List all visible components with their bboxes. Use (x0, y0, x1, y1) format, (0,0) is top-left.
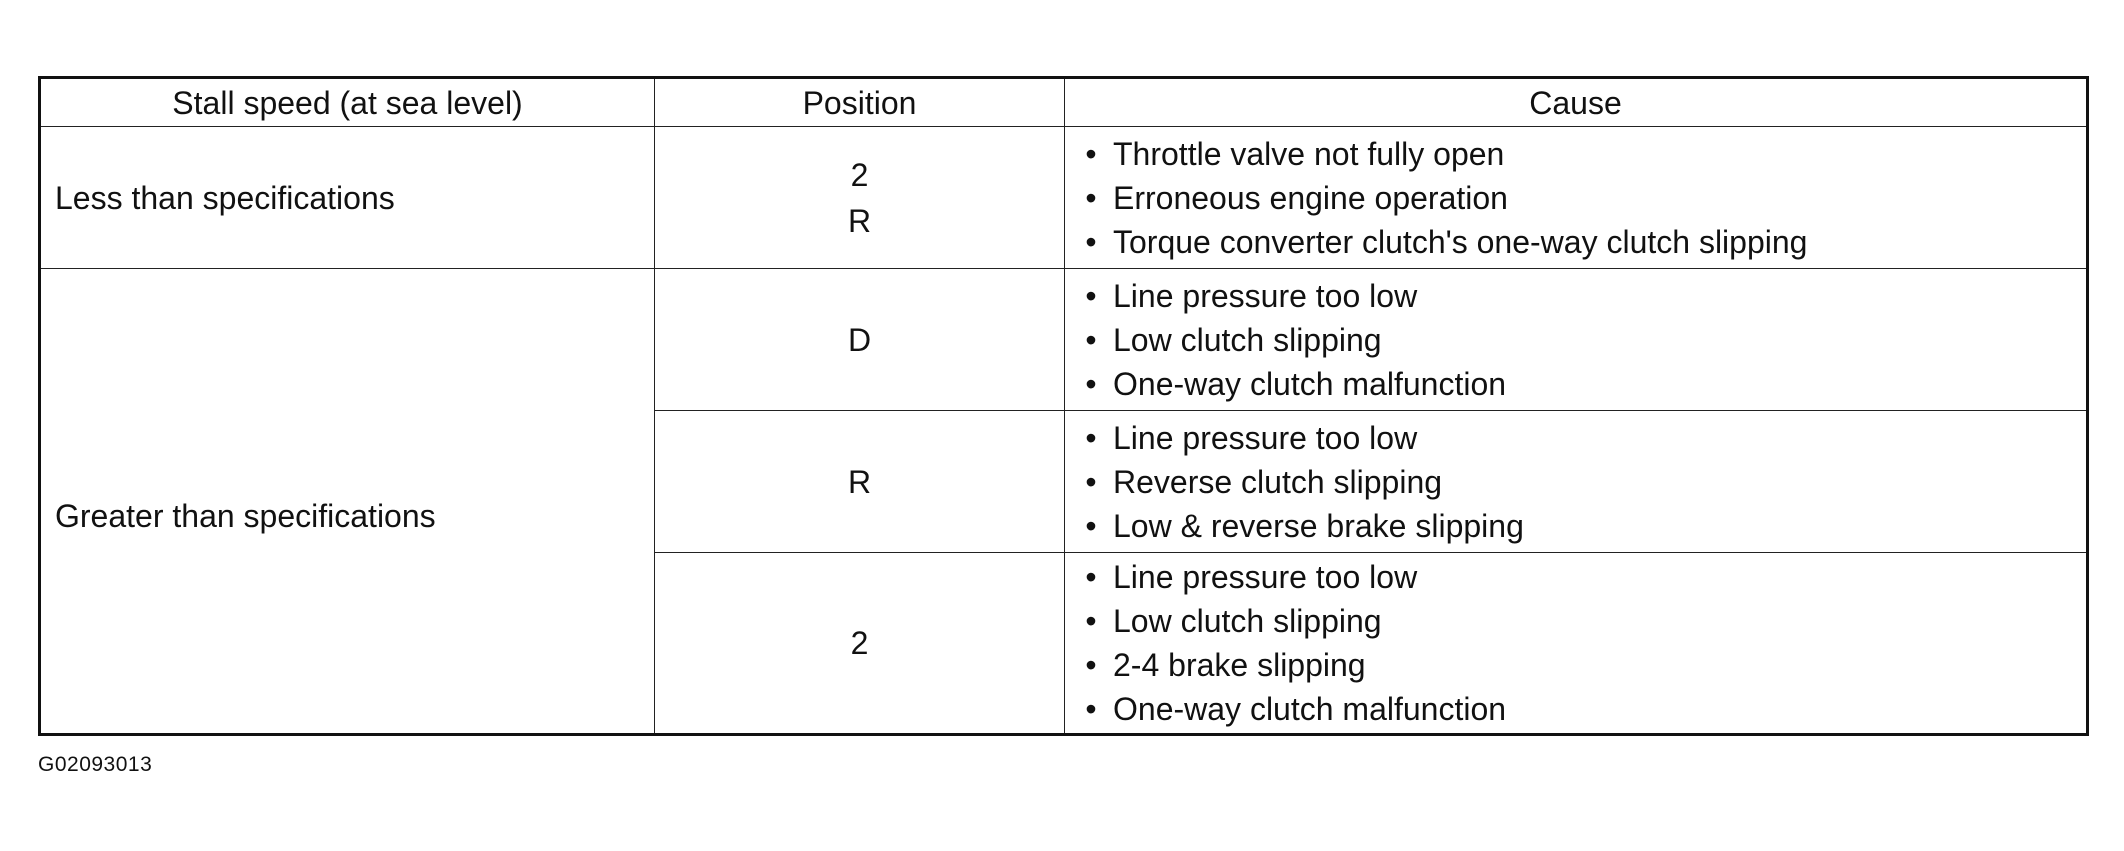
cause-text: Line pressure too low (1113, 419, 1418, 456)
cause-item (1065, 176, 2086, 220)
cause-item (1065, 132, 2086, 176)
table-row (40, 269, 2088, 411)
position-value: D (847, 321, 872, 358)
cause-item (1065, 220, 2086, 264)
position-value: 2 (850, 156, 869, 193)
cause-item (1065, 687, 2086, 731)
table-body (40, 127, 2088, 735)
cause-text: 2-4 brake slipping (1113, 647, 1366, 683)
cause-list (1065, 416, 2086, 548)
cause-text: Line pressure too low (1113, 277, 1418, 314)
cause-item (1065, 416, 2086, 460)
cause-cell (1065, 269, 2088, 411)
bullet-icon: • (1085, 559, 1097, 595)
cause-item (1065, 643, 2086, 687)
bullet-icon: • (1085, 419, 1097, 456)
position-value: R (847, 463, 872, 500)
cause-item (1065, 318, 2086, 362)
cause-item (1065, 362, 2086, 406)
table-row (40, 127, 2088, 269)
cause-text: Low clutch slipping (1113, 321, 1382, 358)
cause-list (1065, 132, 2086, 264)
bullet-icon: • (1085, 179, 1097, 216)
bullet-icon: • (1085, 321, 1097, 358)
cause-cell (1065, 127, 2088, 269)
header-stall-speed: Stall speed (at sea level) (40, 78, 655, 127)
bullet-icon: • (1085, 691, 1097, 727)
cause-text: Throttle valve not fully open (1113, 135, 1505, 172)
cause-text: Line pressure too low (1113, 559, 1418, 595)
position-cell (655, 411, 1065, 553)
condition-cell-greater: Greater than specifications (40, 269, 655, 735)
cause-text: Low & reverse brake slipping (1113, 507, 1524, 544)
header-cause: Cause (1065, 78, 2088, 127)
bullet-icon: • (1085, 603, 1097, 639)
cause-cell (1065, 553, 2088, 735)
bullet-icon: • (1085, 463, 1097, 500)
cause-cell (1065, 411, 2088, 553)
position-cell (655, 127, 1065, 269)
cause-item (1065, 274, 2086, 318)
bullet-icon: • (1085, 135, 1097, 172)
table-header (40, 78, 2088, 127)
header-position: Position (655, 78, 1065, 127)
cause-text: Reverse clutch slipping (1113, 463, 1443, 500)
position-cell (655, 553, 1065, 735)
bullet-icon: • (1085, 365, 1097, 402)
bullet-icon: • (1085, 647, 1097, 683)
bullet-icon: • (1085, 507, 1097, 544)
condition-cell-less: Less than specifications (40, 127, 655, 269)
position-cell (655, 269, 1065, 411)
cause-text: One-way clutch malfunction (1113, 691, 1507, 727)
bullet-icon: • (1085, 277, 1097, 314)
cause-list (1065, 555, 2086, 731)
cause-text: Torque converter clutch's one-way clutch slipping (1113, 223, 1808, 260)
cause-item (1065, 504, 2086, 548)
cause-text: Low clutch slipping (1113, 603, 1382, 639)
cause-item (1065, 555, 2086, 599)
position-value: 2 (850, 625, 869, 661)
cause-item (1065, 599, 2086, 643)
position-value: R (847, 202, 872, 239)
bullet-icon: • (1085, 223, 1097, 260)
figure-id: G02093013 (38, 753, 153, 776)
cause-text: Erroneous engine operation (1113, 179, 1508, 216)
header-row (40, 78, 2088, 127)
cause-list (1065, 274, 2086, 406)
cause-item (1065, 460, 2086, 504)
cause-text: One-way clutch malfunction (1113, 365, 1507, 402)
stall-speed-table (38, 76, 2089, 736)
